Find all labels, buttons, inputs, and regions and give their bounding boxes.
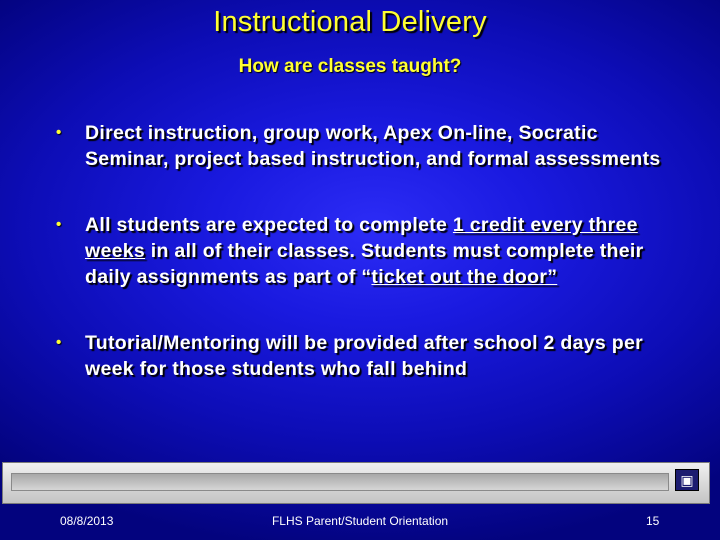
bullet-list: [56, 120, 676, 382]
bullet-item-credit-expectation: [56, 212, 676, 290]
bullet-icon: •: [56, 334, 62, 351]
slide-subtitle: How are classes taught?: [238, 56, 462, 77]
scrollbar-track[interactable]: [11, 473, 669, 491]
footer-title: FLHS Parent/Student Orientation: [271, 514, 449, 528]
bullet-text: Tutorial/Mentoring will be provided after school 2 days per week for those students who fall behind: [85, 332, 644, 380]
underlined-ticket-out: ticket out the door”: [371, 266, 558, 288]
bullet-text: Direct instruction, group work, Apex On-line, Socratic Seminar, project based instruction, and formal assessments: [85, 122, 661, 170]
bullet-item-tutorial: [56, 330, 676, 382]
bullet-text-middle: in all of their classes. Students must complete their daily assignments as part of “: [85, 240, 644, 288]
slide-title: Instructional Delivery: [213, 6, 487, 38]
bullet-text-start: All students are expected to complete: [85, 214, 453, 236]
slide-number: 15: [646, 514, 660, 528]
bullet-icon: •: [56, 124, 62, 141]
bullet-icon: •: [56, 216, 62, 233]
slide-scrollbar[interactable]: [2, 462, 710, 504]
bullet-item-delivery-methods: [56, 120, 676, 172]
book-icon[interactable]: ▣: [675, 469, 699, 491]
underlined-credit-pace: 1 credit every three weeks: [85, 214, 638, 262]
footer-date: 08/8/2013: [60, 514, 114, 528]
